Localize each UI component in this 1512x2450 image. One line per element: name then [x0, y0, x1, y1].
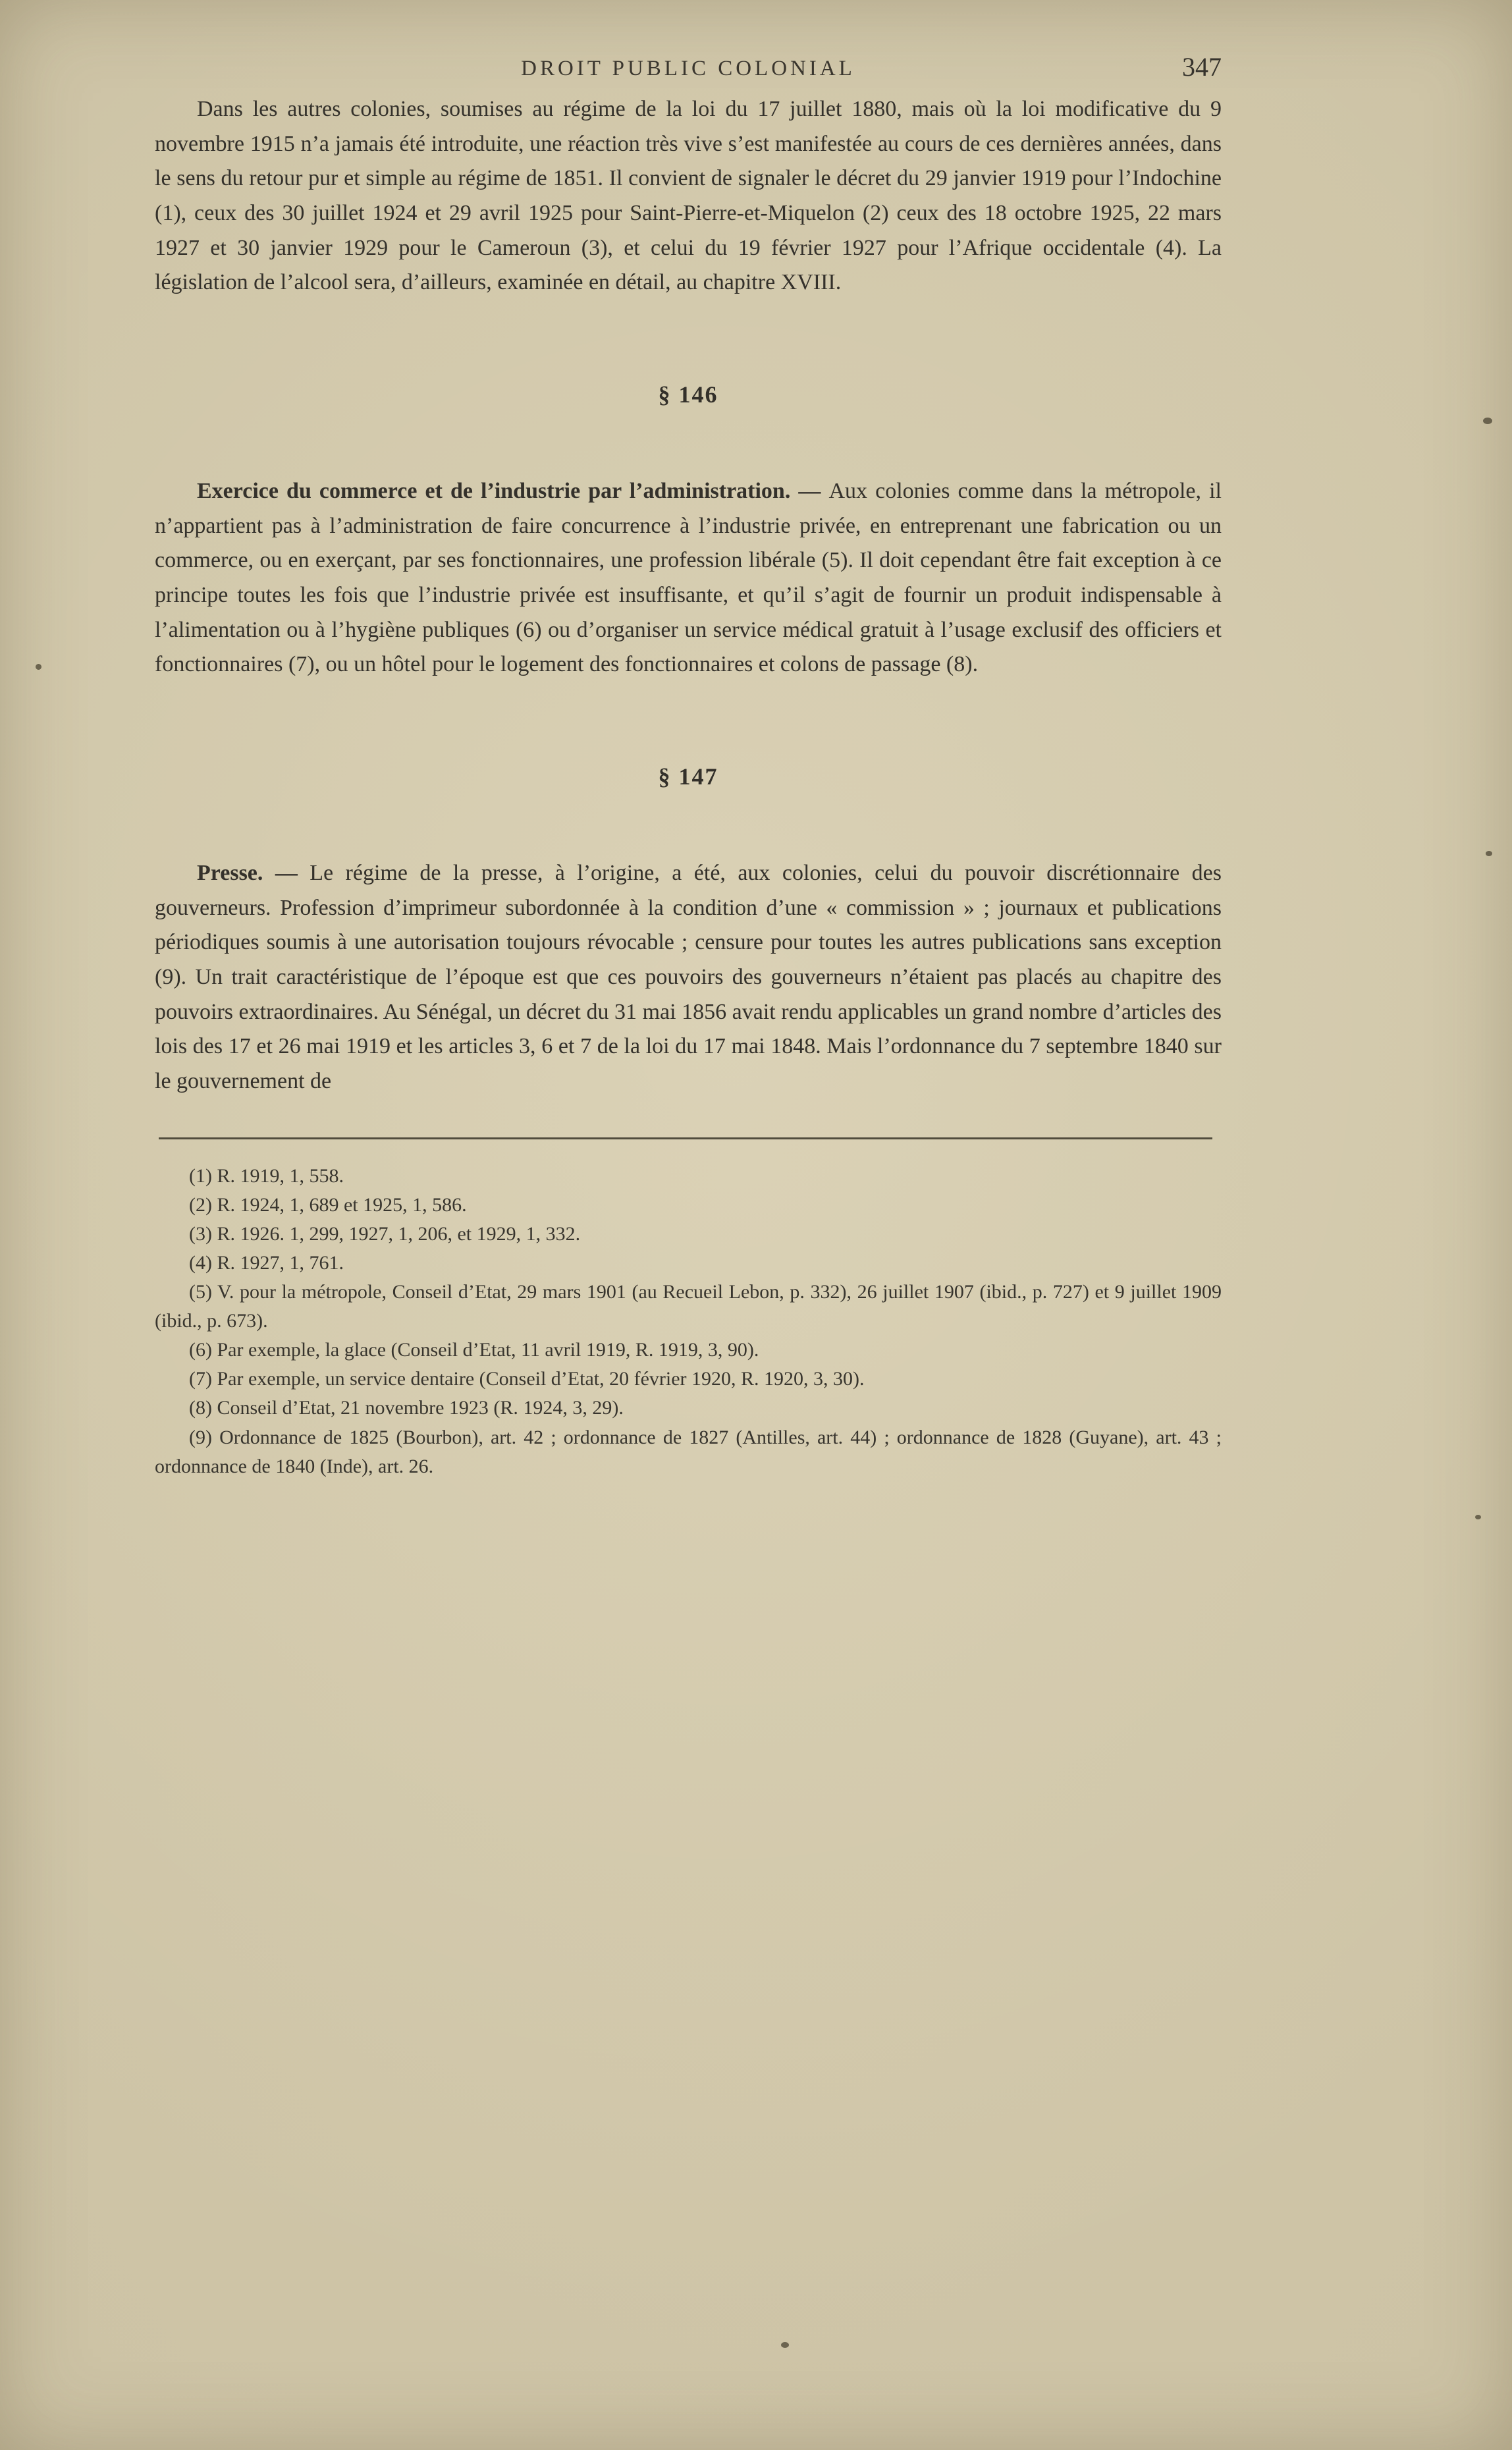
paragraph-147-lead: Presse. —: [197, 860, 310, 885]
page-header: [155, 0, 1222, 92]
running-title: DROIT PUBLIC COLONIAL: [521, 57, 855, 80]
section-heading-147: § 147: [658, 763, 718, 790]
footnote: (2) R. 1924, 1, 689 et 1925, 1, 586.: [189, 1193, 467, 1216]
footnote-rule: [159, 1137, 1212, 1139]
footnotes-block: [155, 1162, 1222, 1481]
paragraph-146-lead: Exercice du commerce et de l’industrie par l’administration. —: [197, 478, 829, 503]
scan-speck: [1475, 1515, 1481, 1519]
paragraph-147-text: Le régime de la presse, à l’origine, a été, aux colonies, celui du pouvoir discrétionnaire des gouverneurs. Profession d’imprimeur subordonnée à la condition d’une « commission » ; journaux et publications périodiques soumis à une autorisation toujours révocable ; censure pour toutes les autres publications sans exception (9). Un trait caractéristique de l’époque est que ces pouvoirs des gouverneurs n’étaient pas placés au chapitre des pouvoirs extraordinaires. Au Sénégal, un décret du 31 mai 1856 avait rendu applicables un grand nombre d’articles des lois des 17 et 26 mai 1919 et les articles 3, 6 et 7 de la loi du 17 mai 1848. Mais l’ordonnance du 7 septembre 1840 sur le gouvernement de: [155, 860, 1222, 1093]
scan-speck: [1483, 418, 1492, 424]
footnote: (5) V. pour la métropole, Conseil d’Etat, 29 mars 1901 (au Recueil Lebon, p. 332), 26 juillet 1907 (ibid., p. 727) et 9 juillet 1909 (ibid., p. 673).: [155, 1281, 1222, 1332]
intro-paragraph: Dans les autres colonies, soumises au régime de la loi du 17 juillet 1880, mais où la loi modificative du 9 novembre 1915 n’a jamais été introduite, une réaction très vive s’est manifestée au cours de ces dernières années, dans le sens du retour pur et simple au régime de 1851. Il convient de signaler le décret du 29 janvier 1919 pour l’Indochine (1), ceux des 30 juillet 1924 et 29 avril 1925 pour Saint-Pierre-et-Miquelon (2) ceux des 18 octobre 1925, 22 mars 1927 et 30 janvier 1929 pour le Cameroun (3), et celui du 19 février 1927 pour l’Afrique occidentale (4). La législation de l’alcool sera, d’ailleurs, examinée en détail, au chapitre XVIII.: [155, 97, 1222, 295]
scan-speck: [1486, 851, 1492, 856]
footnote: (9) Ordonnance de 1825 (Bourbon), art. 42 ; ordonnance de 1827 (Antilles, art. 44) ; ordonnance de 1828 (Guyane), art. 43 ; ordonnance de 1840 (Inde), art. 26.: [155, 1426, 1222, 1477]
footnote: (6) Par exemple, la glace (Conseil d’Etat, 11 avril 1919, R. 1919, 3, 90).: [189, 1339, 759, 1361]
footnote: (1) R. 1919, 1, 558.: [189, 1164, 344, 1187]
text-block: [155, 92, 1222, 1481]
section-heading-146: § 146: [658, 381, 718, 408]
page-number: 347: [1182, 52, 1222, 82]
paragraph-section-147: [155, 856, 1222, 1099]
paragraph-section-146: [155, 474, 1222, 682]
footnote: (4) R. 1927, 1, 761.: [189, 1251, 344, 1274]
paragraph-146-text: Aux colonies comme dans la métropole, il n’appartient pas à l’administration de faire concurrence à l’industrie privée, en entreprenant une fabrication ou un commerce, ou en exerçant, par ses fonctionnaires, une profession libérale (5). Il doit cependant être fait exception à ce principe toutes les fois que l’industrie privée est insuffisante, et qu’il s’agit de fournir un produit indispensable à l’alimentation ou à l’hygiène publiques (6) ou d’organiser un service médical gratuit à l’usage exclusif des officiers et fonctionnaires (7), ou un hôtel pour le logement des fonctionnaires et colons de passage (8).: [155, 478, 1222, 677]
footnote: (3) R. 1926. 1, 299, 1927, 1, 206, et 1929, 1, 332.: [189, 1222, 581, 1245]
footnote: (7) Par exemple, un service dentaire (Conseil d’Etat, 20 février 1920, R. 1920, 3, 30).: [189, 1368, 865, 1390]
scan-speck: [36, 664, 41, 670]
scan-speck: [781, 2342, 789, 2348]
footnote: (8) Conseil d’Etat, 21 novembre 1923 (R. 1924, 3, 29).: [189, 1397, 624, 1419]
